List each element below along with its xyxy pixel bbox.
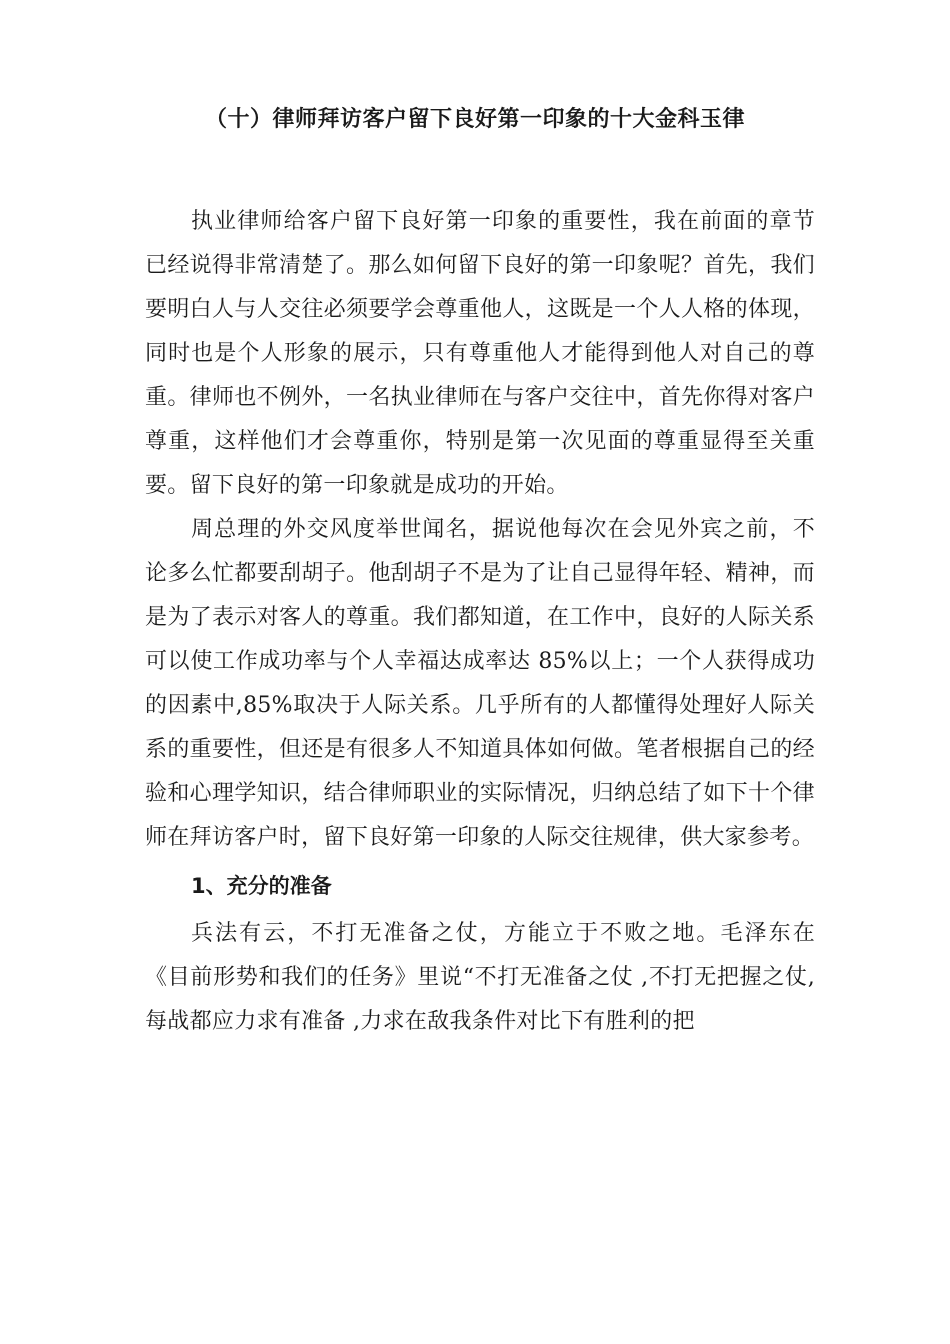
document-title: （十）律师拜访客户留下良好第一印象的十大金科玉律: [204, 107, 745, 132]
paragraph-premier-zhou: 周总理的外交风度举世闻名，据说他每次在会见外宾之前，不论多么忙都要刮胡子。他刮胡子不是为了让自己显得年轻、精神，而是为了表示对客人的尊重。我们都知道，在工作中，良好的人际关系可以使工作成功率与个人幸福达成率达 85%以上；一个人获得成功的因素中,85%取决于人际关系。几乎所有的人都懂得处理好人际关系的重要性，但还是有很多人不知道具体如何做。笔者根据自己的经验和心理学知识，结合律师职业的实际情况，归纳总结了如下十个律师在拜访客户时，留下良好第一印象的人际交往规律，供大家参考。: [145, 517, 815, 850]
document-body: [145, 200, 815, 1044]
paragraph-intro: 执业律师给客户留下良好第一印象的重要性，我在前面的章节已经说得非常清楚了。那么如何留下良好的第一印象呢？首先，我们要明白人与人交往必须要学会尊重他人，这既是一个人人格的体现，同时也是个人形象的展示，只有尊重他人才能得到他人对自己的尊重。律师也不例外，一名执业律师在与客户交往中，首先你得对客户尊重，这样他们才会尊重你，特别是第一次见面的尊重显得至关重要。留下良好的第一印象就是成功的开始。: [145, 209, 815, 498]
paragraph-preparation: 兵法有云，不打无准备之仗，方能立于不败之地。毛泽东在《目前形势和我们的任务》里说“不打无准备之仗 ,不打无把握之仗,每战都应力求有准备 ,力求在敌我条件对比下有胜利的把: [145, 921, 815, 1034]
section-heading: 1、充分的准备: [191, 874, 332, 898]
